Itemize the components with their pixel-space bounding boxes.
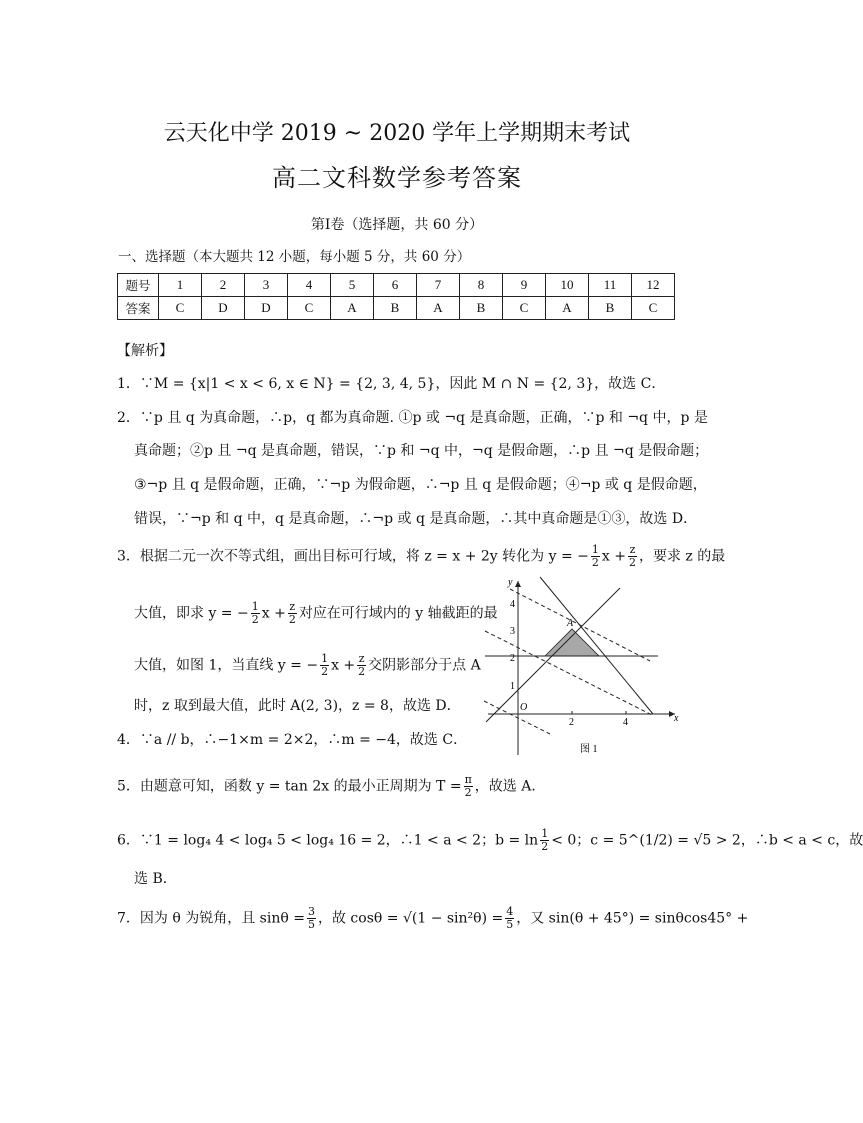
answer-cell: C — [632, 297, 675, 320]
answer-table — [117, 273, 675, 320]
fraction-denominator: 2 — [358, 665, 366, 678]
fraction-numerator: 1 — [541, 827, 549, 840]
x-axis-label: x — [674, 713, 679, 724]
answer-cell: A — [417, 297, 460, 320]
solution-3-text: 对应在可行域内的 y 轴截距的最 — [298, 605, 498, 622]
fraction-numerator: π — [464, 773, 472, 786]
answer-cell: B — [374, 297, 417, 320]
question-number: 4 — [288, 274, 331, 297]
fraction-pi-half — [464, 774, 473, 799]
solution-1: 1．∵M = {x|1 < x < 6, x ∈ N} = {2, 3, 4, 5}，因此 M ∩ N = {2, 3}，故选 C． — [117, 376, 666, 392]
fraction-three-fifths — [307, 906, 316, 931]
fraction-denominator: 2 — [464, 786, 472, 799]
question-number: 9 — [503, 274, 546, 297]
question-number: 8 — [460, 274, 503, 297]
solution-5 — [117, 774, 545, 799]
answer-cell: A — [331, 297, 374, 320]
y-tick-label: 4 — [510, 599, 515, 610]
solution-2-line-4: 错误，∵¬p 和 q 中，q 是真命题，∴¬p 或 q 是真命题，∴其中真命题是①③，故选 D． — [134, 511, 698, 527]
question-number: 6 — [374, 274, 417, 297]
question-number: 5 — [331, 274, 374, 297]
point-a-label: A — [567, 618, 574, 629]
solution-7-text: 7．因为 θ 为锐角，且 sinθ = — [117, 910, 305, 927]
solution-3-text: ，要求 z 的最 — [638, 548, 726, 565]
question-number: 1 — [159, 274, 202, 297]
fraction-numerator: 3 — [307, 905, 315, 918]
solution-3-line-2 — [134, 601, 498, 626]
question-number: 11 — [589, 274, 632, 297]
answer-cell: D — [245, 297, 288, 320]
fraction-numerator: 1 — [591, 543, 599, 556]
answer-key-title: 高二文科数学参考答案 — [272, 164, 522, 192]
solution-2-line-2: 真命题；②p 且 ¬q 是真命题，错误，∵p 和 ¬q 中，¬q 是假命题，∴p 且 ¬q 是假命题； — [134, 443, 709, 459]
fraction-one-half — [591, 544, 600, 569]
answer-cell: C — [288, 297, 331, 320]
solution-5-text: ，故选 A． — [474, 778, 546, 795]
fraction-one-half — [540, 828, 549, 853]
feasible-region — [545, 629, 599, 656]
question-number: 12 — [632, 274, 675, 297]
fraction-numerator: z — [289, 600, 296, 613]
fraction-numerator: 1 — [251, 600, 259, 613]
solution-3-text: x + — [331, 657, 356, 674]
solution-6 — [117, 828, 863, 853]
section-instructions: 一、选择题（本大题共 12 小题，每小题 5 分，共 60 分） — [118, 249, 471, 265]
solution-3-line-3 — [134, 653, 481, 678]
solution-2-line-1: 2．∵p 且 q 为真命题，∴p，q 都为真命题. ①p 或 ¬q 是真命题，正确，∵p 和 ¬q 中，p 是 — [117, 410, 708, 426]
solution-3-text: 大值，即求 y = − — [134, 605, 249, 622]
solution-6-text: < 0；c = 5^(1/2) = √5 > 2，∴b < a < c，故 — [551, 832, 863, 849]
answer-cell: C — [159, 297, 202, 320]
fraction-denominator: 2 — [321, 665, 329, 678]
solution-6-text: 6．∵1 = log₄ 4 < log₄ 5 < log₄ 16 = 2，∴1 < a < 2；b = ln — [117, 832, 539, 849]
section-title: 第Ⅰ卷（选择题，共 60 分） — [310, 217, 484, 233]
y-axis-arrow-icon — [515, 581, 521, 587]
fraction-z-half — [288, 601, 297, 626]
line-y-equals-x-plus-1 — [486, 588, 620, 722]
fraction-numerator: 4 — [506, 905, 514, 918]
fraction-denominator: 2 — [541, 840, 549, 853]
fraction-denominator: 2 — [288, 613, 296, 626]
fraction-one-half — [251, 601, 260, 626]
solution-7-text: ，故 cosθ = √(1 − sin²θ) = — [317, 910, 504, 927]
x-tick-label: 2 — [569, 717, 574, 728]
solution-3-text: 大值，如图 1，当直线 y = − — [134, 657, 319, 674]
y-tick-label: 1 — [510, 681, 515, 692]
answer-cell: B — [589, 297, 632, 320]
exam-title: 云天化中学 2019 ~ 2020 学年上学期期末考试 — [163, 121, 631, 146]
question-number: 3 — [245, 274, 288, 297]
fraction-numerator: z — [629, 543, 636, 556]
solution-4: 4．∵a // b，∴−1×m = 2×2，∴m = −4，故选 C． — [117, 732, 468, 748]
answer-table-row-numbers — [118, 274, 675, 297]
answer-cell: D — [202, 297, 245, 320]
solution-3-line-4: 时，z 取到最大值，此时 A(2, 3)，z = 8，故选 D． — [134, 698, 461, 714]
x-tick-label: 4 — [623, 717, 628, 728]
fraction-denominator: 2 — [591, 556, 599, 569]
y-tick-label: 2 — [510, 653, 515, 664]
solution-3-line-1 — [117, 544, 725, 569]
fraction-one-half — [320, 653, 329, 678]
question-number: 10 — [546, 274, 589, 297]
answer-cell: B — [460, 297, 503, 320]
fraction-denominator: 5 — [307, 918, 315, 931]
solution-3-text: x + — [601, 548, 626, 565]
analysis-heading: 【解析】 — [117, 343, 173, 359]
solution-2-line-3: ③¬p 且 q 是假命题，正确，∵¬p 为假命题，∴¬p 且 q 是假命题；④¬p 或 q 是假命题， — [134, 477, 707, 493]
question-number: 2 — [202, 274, 245, 297]
row-label-answer: 答案 — [118, 297, 159, 320]
solution-3-text: 3．根据二元一次不等式组，画出目标可行域，将 z = x + 2y 转化为 y = − — [117, 548, 589, 565]
solution-3-text: 交阴影部分于点 A — [368, 657, 481, 674]
fraction-denominator: 2 — [251, 613, 259, 626]
solution-3-text: x + — [261, 605, 286, 622]
answer-cell: C — [503, 297, 546, 320]
row-label-number: 题号 — [118, 274, 159, 297]
fraction-z-half — [357, 653, 366, 678]
figure-1-graph — [480, 575, 680, 760]
fraction-four-fifths — [505, 906, 514, 931]
objective-line-base — [484, 701, 550, 734]
y-axis-label: y — [508, 577, 513, 588]
answer-table-row-answers — [118, 297, 675, 320]
figure-caption: 图 1 — [580, 744, 598, 755]
solution-7-text: ，又 sin(θ + 45°) = sinθcos45° + — [516, 910, 749, 927]
fraction-z-half — [628, 544, 637, 569]
fraction-numerator: 1 — [321, 652, 329, 665]
solution-7 — [117, 906, 748, 931]
solution-6-line-2: 选 B． — [134, 871, 177, 887]
fraction-denominator: 5 — [506, 918, 514, 931]
fraction-denominator: 2 — [628, 556, 636, 569]
answer-cell: A — [546, 297, 589, 320]
question-number: 7 — [417, 274, 460, 297]
y-tick-label: 3 — [510, 626, 515, 637]
origin-label: O — [520, 702, 528, 713]
solution-5-text: 5．由题意可知，函数 y = tan 2x 的最小正周期为 T = — [117, 778, 462, 795]
fraction-numerator: z — [358, 652, 365, 665]
